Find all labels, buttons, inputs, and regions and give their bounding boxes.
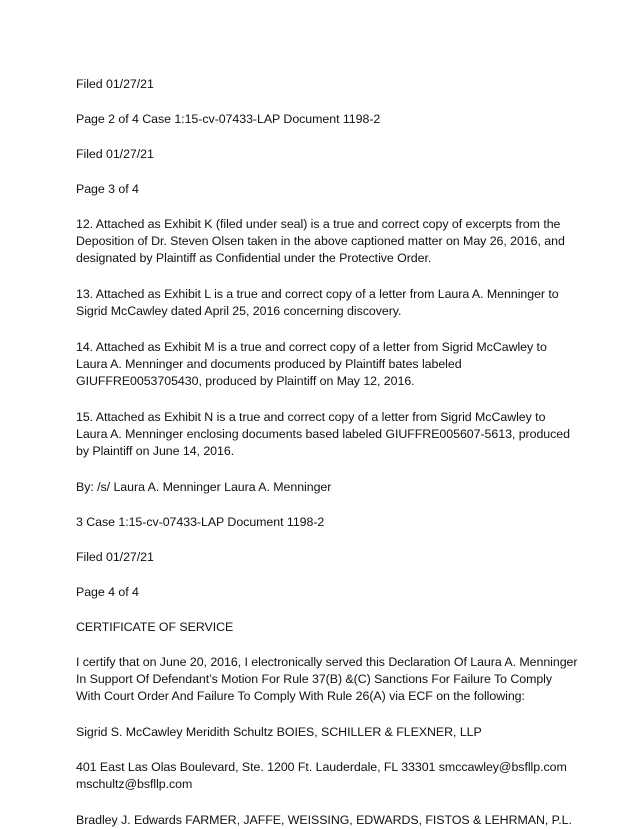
page-number-line: Page 3 of 4 — [76, 182, 139, 196]
filed-date-line: Filed 01/27/21 — [76, 550, 154, 564]
paragraph-15: 15. Attached as Exhibit N is a true and correct copy of a letter from Sigrid McCawley to Laura A. Menninger enclosing documents based labeled GIUFFRE005607-5613, produced by Plaintiff on June 14, 2016. — [76, 410, 570, 458]
service-recipient-firm: Bradley J. Edwards FARMER, JAFFE, WEISSING, EDWARDS, FISTOS & LEHRMAN, P.L. — [76, 813, 572, 827]
filed-date-line: Filed 01/27/21 — [76, 77, 154, 91]
paragraph-13: 13. Attached as Exhibit L is a true and correct copy of a letter from Laura A. Menninger to Sigrid McCawley dated April 25, 2016 concerning discovery. — [76, 287, 559, 318]
certificate-heading: CERTIFICATE OF SERVICE — [76, 620, 234, 634]
page-number-line: Page 4 of 4 — [76, 585, 139, 599]
certification-paragraph: I certify that on June 20, 2016, I electronically served this Declaration Of Laura A. Menninger In Support Of Defendant’s Motion For Rule 37(B) &(C) Sanctions For Failure To Comply With Court Order And Failure To Comply With Rule 26(A) via ECF on the following: — [76, 655, 578, 703]
service-recipients: Sigrid S. McCawley Meridith Schultz BOIES, SCHILLER & FLEXNER, LLP — [76, 725, 482, 739]
service-address: 401 East Las Olas Boulevard, Ste. 1200 Ft. Lauderdale, FL 33301 smccawley@bsfllp.com mschultz@bsfllp.com — [76, 760, 567, 791]
filed-date-line: Filed 01/27/21 — [76, 147, 154, 161]
page-case-header: 3 Case 1:15-cv-07433-LAP Document 1198-2 — [76, 515, 325, 529]
paragraph-14: 14. Attached as Exhibit M is a true and correct copy of a letter from Sigrid McCawley to Laura A. Menninger and documents produced by Plaintiff bates labeled GIUFFRE0053705430, produced by Plaintiff on May 12, 2016. — [76, 340, 547, 388]
signature-line: By: /s/ Laura A. Menninger Laura A. Menninger — [76, 480, 332, 494]
page-case-header: Page 2 of 4 Case 1:15-cv-07433-LAP Document 1198-2 — [76, 112, 381, 126]
paragraph-12: 12. Attached as Exhibit K (filed under seal) is a true and correct copy of excerpts from the Deposition of Dr. Steven Olsen taken in the above captioned matter on May 26, 2016, and designated by Plaintiff as Confidential under the Protective Order. — [76, 217, 565, 265]
